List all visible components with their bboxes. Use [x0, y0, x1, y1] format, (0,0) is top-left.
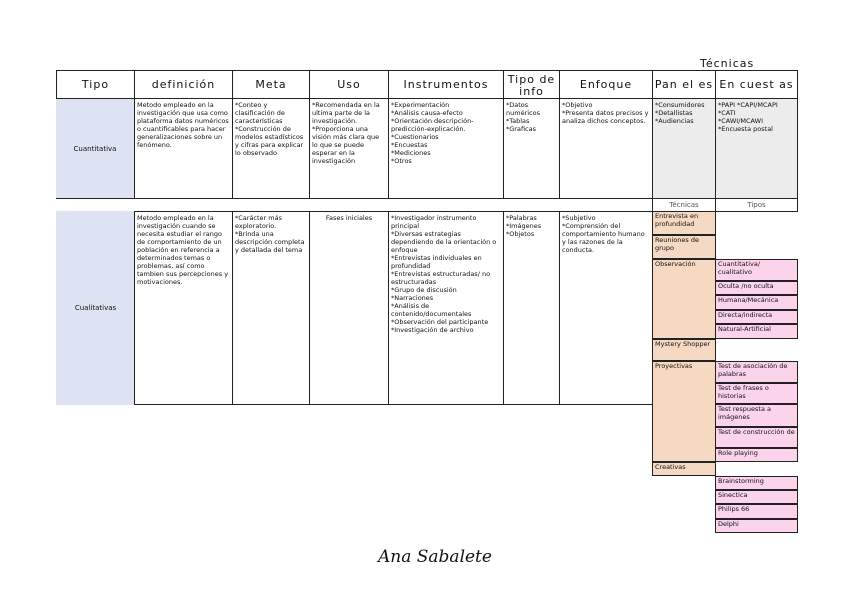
- cuantitativa-encuestas: *PAPI *CAPI/MCAPI *CATI *CAWI/MCAWI *Encuesta postal: [715, 98, 798, 199]
- subheader-tecnicas: Técnicas: [652, 198, 716, 212]
- tipo-crea-delphi: Delphi: [715, 519, 798, 533]
- tecnica-entrevista: Entrevista en profundidad: [652, 211, 716, 235]
- tipo-crea-sinectica: Sinectica: [715, 490, 798, 504]
- tipo-obs-cuantitativa: Cuantitativa/ cualitativo: [715, 259, 798, 281]
- tecnica-reuniones: Reuniones de grupo: [652, 235, 716, 259]
- tipo-obs-oculta: Oculta /no oculta: [715, 281, 798, 295]
- tipo-crea-philips: Philips 66: [715, 504, 798, 519]
- tecnica-creativas: Creativas: [652, 462, 716, 476]
- col-header-tipo: Tipo: [56, 70, 135, 99]
- cuantitativa-instrumentos: *Experimentación *Análisis causa-efecto *Orientación descripción-predicción-explicación. *Cuestionarios *Encuestas *Mediciones *Otros: [388, 98, 504, 199]
- tecnica-observacion: Observación: [652, 259, 716, 339]
- tipo-obs-directa: Directa/indirecta: [715, 310, 798, 324]
- cualitativa-instrumentos: *Investigador instrumento principal *Diversas estrategias dependiendo de la orientación o enfoque *Entrevistas individuales en profundidad *Entrevistas estructuradas/ no estructuradas *Grupo de discusión *Narraciones *Análisis de contenido/documentales *Observación del participante *Investigación de archivo: [388, 211, 504, 405]
- tipo-proy-asociacion: Test de asociación de palabras: [715, 361, 798, 383]
- tipo-proy-frases: Test de frases o historias: [715, 383, 798, 404]
- tecnicas-title: Técnicas: [700, 57, 755, 70]
- cuantitativa-uso: *Recomendada en la ultima parte de la investigación. *Proporciona una visión más clara que lo que se puede esperar en la investigación: [309, 98, 389, 199]
- cualitativa-tipo-info: *Palabras *Imágenes *Objetos: [503, 211, 560, 405]
- cualitativa-meta: *Carácter más exploratorio. *Brinda una descripción completa y detallada del tema: [232, 211, 310, 405]
- col-header-definicion: definición: [134, 70, 233, 99]
- spacer-row: [56, 198, 653, 212]
- col-header-meta: Meta: [232, 70, 310, 99]
- tecnica-proyectivas: Proyectivas: [652, 361, 716, 462]
- cuantitativa-tipo-info: *Datos numéricos *Tablas *Graficas: [503, 98, 560, 199]
- tipo-proy-construccion: Test de construcción de: [715, 427, 798, 448]
- col-header-encuestas: En cuest as: [715, 70, 798, 99]
- cualitativa-definicion: Metodo empleado en la investigación cuando se necesita estudiar el rango de comportamiento de un población en referencia a determinados temas o problemas, así como tambien sus percepciones y motivaciones.: [134, 211, 233, 405]
- col-header-uso: Uso: [309, 70, 389, 99]
- tipo-obs-humana: Humana/Mecánica: [715, 295, 798, 310]
- cuantitativa-meta: *Conteo y clasificación de características *Construcción de modelos estadísticos y cifras para explicar lo observado: [232, 98, 310, 199]
- row-label-cuantitativa: Cuantitativa: [56, 98, 135, 199]
- signature: Ana Sabalete: [378, 547, 492, 567]
- cuantitativa-paneles: *Consumidores *Detallistas *Audiencias: [652, 98, 716, 199]
- cualitativa-uso: Fases iniciales: [309, 211, 389, 405]
- cuantitativa-definicion: Metodo empleado en la investigación que usa como plataforma datos numéricos o cuantificables para hacer generalizaciones sobre un fenómeno.: [134, 98, 233, 199]
- subheader-tipos: Tipos: [715, 198, 798, 212]
- tecnica-mystery-shopper: Mystery Shopper: [652, 339, 716, 361]
- tipo-obs-natural: Natural-Artificial: [715, 324, 798, 339]
- col-header-instrumentos: Instrumentos: [388, 70, 504, 99]
- cualitativa-enfoque: *Subjetivo *Comprensión del comportamiento humano y las razones de la conducta.: [559, 211, 653, 405]
- tipo-proy-role-playing: Role playing: [715, 448, 798, 462]
- col-header-paneles: Pan el es: [652, 70, 716, 99]
- col-header-enfoque: Enfoque: [559, 70, 653, 99]
- row-label-cualitativa: Cualitativas: [56, 211, 135, 405]
- tipo-proy-imagenes: Test respuesta a imágenes: [715, 404, 798, 427]
- col-header-tipo-info: Tipo de info: [503, 70, 560, 99]
- cuantitativa-enfoque: *Objetivo *Presenta datos precisos y analiza dichos conceptos.: [559, 98, 653, 199]
- tipo-crea-brainstorming: Brainstorming: [715, 476, 798, 490]
